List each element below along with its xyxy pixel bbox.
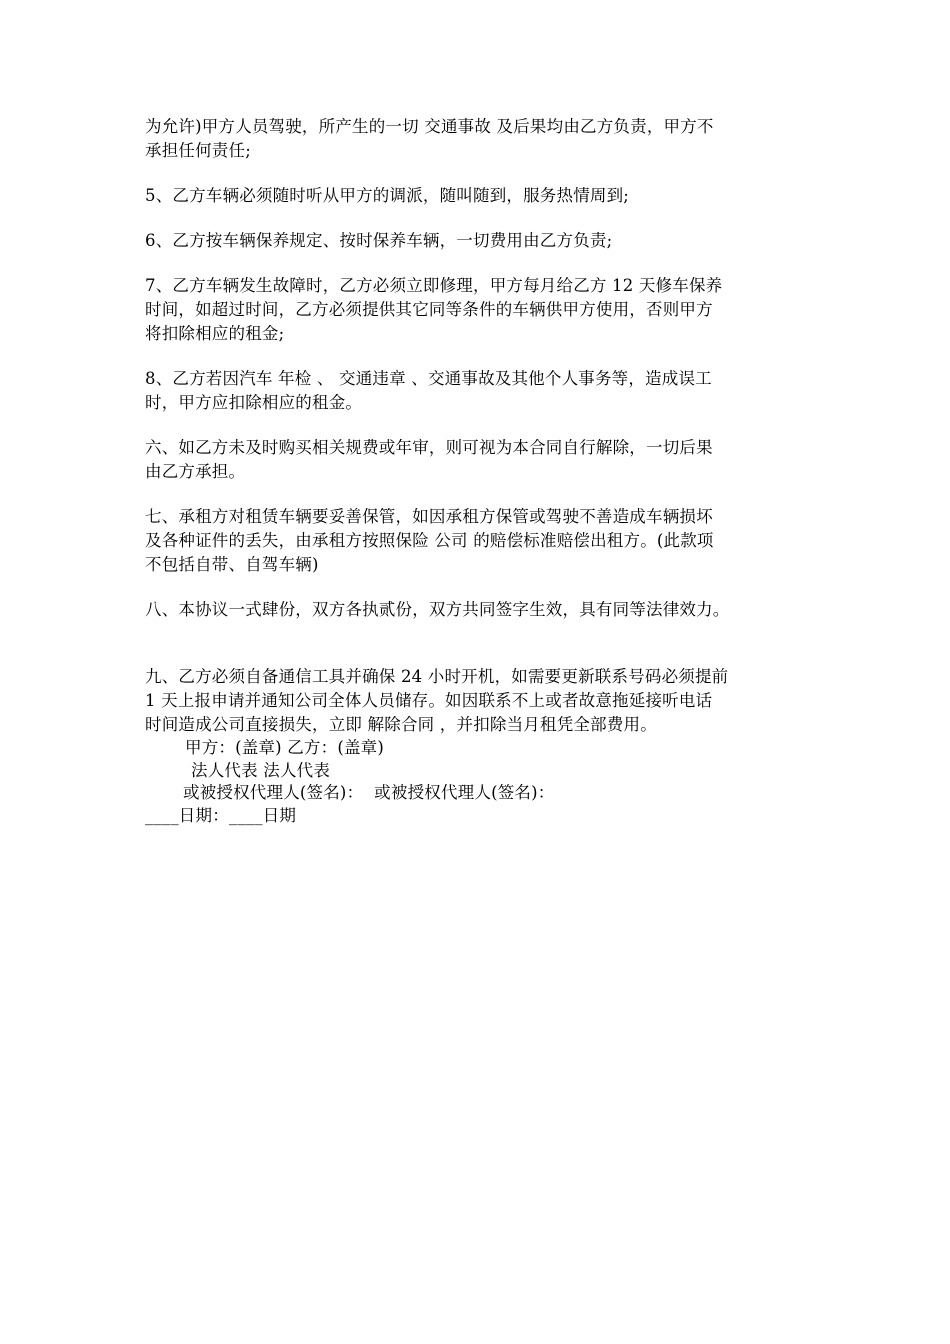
paragraph-section-9 [145, 665, 810, 737]
text-line: 为允许)甲方人员驾驶，所产生的一切 交通事故 及后果均由乙方负责，甲方不 [145, 117, 714, 136]
paragraph-section-7 [145, 505, 810, 577]
text-line: 不包括自带、自驾车辆) [145, 555, 319, 574]
paragraph-clause-6 [145, 229, 810, 253]
text-line: 时间造成公司直接损失，立即 解除合同 ，并扣除当月租凭全部费用。 [145, 715, 657, 734]
text-line: 时，甲方应扣除相应的租金。 [145, 393, 363, 412]
paragraph-clause-5 [145, 184, 810, 208]
paragraph-clause-continuation [145, 115, 810, 163]
text-line: 7、乙方车辆发生故障时，乙方必须立即修理，甲方每月给乙方 12 天修车保养 [145, 276, 723, 295]
paragraph-clause-7 [145, 274, 810, 346]
text-line: 5、乙方车辆必须随时听从甲方的调派，随叫随到，服务热情周到; [145, 186, 630, 205]
text-line: 八、本协议一式肆份，双方各执贰份，双方共同签字生效，具有同等法律效力。 [145, 600, 730, 619]
paragraph-section-6 [145, 436, 810, 484]
text-line: 由乙方承担。 [145, 462, 246, 481]
signature-agents-line: 或被授权代理人(签名)： 或被授权代理人(签名)： [183, 783, 555, 802]
text-line: 将扣除相应的租金; [145, 324, 285, 343]
text-line: 承担任何责任; [145, 141, 251, 160]
text-line: 九、乙方必须自备通信工具并确保 24 小时开机，如需要更新联系号码必须提前 [145, 667, 729, 686]
signature-representatives-line: 法人代表 法人代表 [191, 760, 331, 780]
paragraph-clause-8 [145, 367, 810, 415]
text-line: 七、承租方对租赁车辆要妥善保管，如因承租方保管或驾驶不善造成车辆损坏 [145, 507, 713, 526]
text-line: 六、如乙方未及时购买相关规费或年审，则可视为本合同自行解除，一切后果 [145, 438, 713, 457]
text-line: 1 天上报申请并通知公司全体人员储存。如因联系不上或者故意拖延接听电话 [145, 691, 713, 710]
signature-block [145, 737, 810, 827]
text-line: 及各种证件的丢失，由承租方按照保险 公司 的赔偿标准赔偿出租方。(此款项 [145, 531, 714, 550]
signature-dates-line: ____日期：____日期 [145, 805, 297, 825]
text-line: 时间，如超过时间，乙方必须提供其它同等条件的车辆供甲方使用，否则甲方 [145, 300, 713, 319]
document-body [145, 115, 810, 827]
paragraph-section-8 [145, 598, 810, 622]
text-line: 6、乙方按车辆保养规定、按时保养车辆，一切费用由乙方负责; [145, 231, 613, 250]
signature-parties-line: 甲方：(盖章) 乙方：(盖章) [185, 738, 384, 757]
text-line: 8、乙方若因汽车 年检 、 交通违章 、交通事故及其他个人事务等，造成误工 [145, 369, 712, 388]
